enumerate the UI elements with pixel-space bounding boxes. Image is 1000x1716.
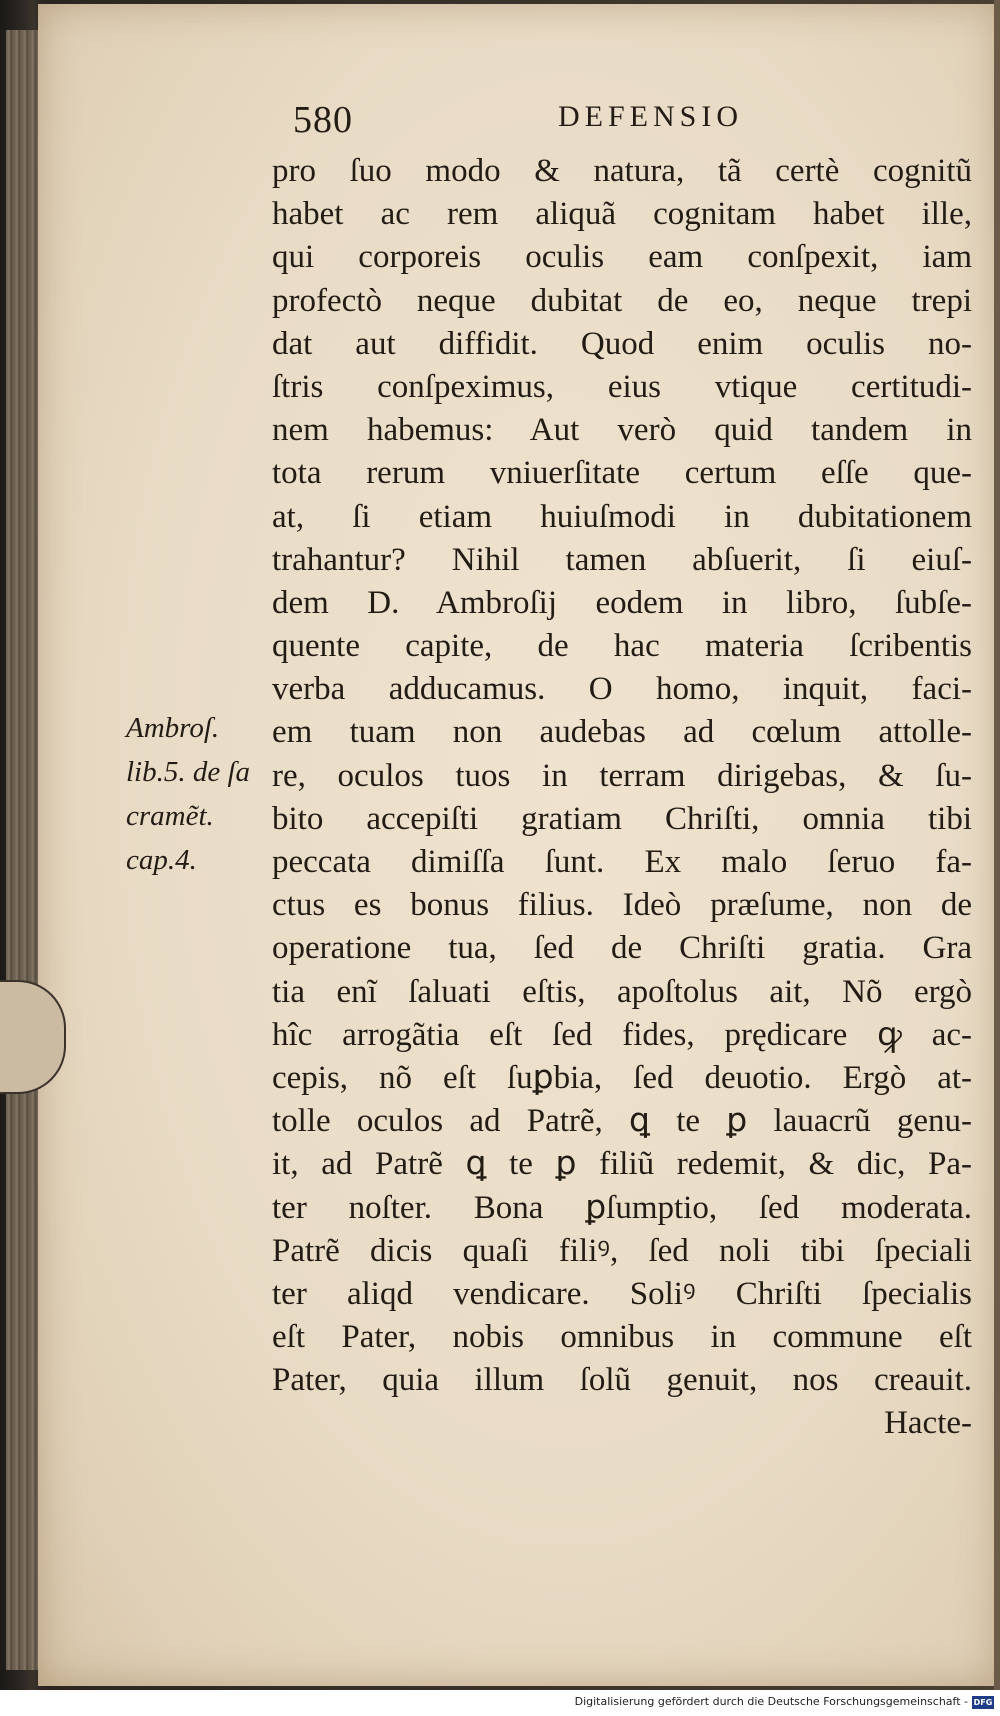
text-line: dat aut diffidit. Quod enim oculis no- (272, 325, 972, 362)
text-line: re, oculos tuos in terram dirigebas, & ſu- (272, 757, 972, 794)
text-line: quente capite, de hac materia ſcribentis (272, 628, 972, 665)
text-line: ter noſter. Bona ꝑſumptio, ſed moderata. (272, 1189, 972, 1226)
text-line: operatione tua, ſed de Chriſti gratia. Gra (272, 930, 972, 967)
text-line: tia enĩ ſaluati eſtis, apoſtolus ait, Nõ ergò (272, 973, 972, 1010)
marginal-note-line: cap.4. (126, 844, 197, 876)
text-line: Pater, quia illum ſolũ genuit, nos creauit. (272, 1362, 972, 1399)
text-line: dem D. Ambroſij eodem in libro, ſubſe- (272, 584, 972, 621)
funding-credit: Digitalisierung gefördert durch die Deutsche Forschungsgemeinschaft - (574, 1695, 968, 1708)
text-line: nem habemus: Aut verò quid tandem in (272, 412, 972, 449)
text-line: em tuam non audebas ad cœlum attolle- (272, 714, 972, 751)
dfg-logo: DFG (973, 1698, 993, 1707)
text-line: ctus es bonus filius. Ideò præſume, non de (272, 887, 972, 924)
marginal-note-line: cramẽt. (126, 800, 214, 832)
text-line: qui corporeis oculis eam conſpexit, iam (272, 239, 972, 276)
text-line: trahantur? Nihil tamen abſuerit, ſi eiuſ- (272, 541, 972, 578)
text-line: peccata dimiſſa ſunt. Ex malo ſeruo fa- (272, 844, 972, 880)
text-line: ſtris conſpeximus, eius vtique certitudi- (272, 368, 972, 405)
text-line: tota rerum vniuerſitate certum eſſe que- (272, 455, 972, 492)
marginal-note (126, 706, 276, 882)
marginal-note-line: Ambroſ. (126, 712, 220, 744)
text-line: profectò neque dubitat de eo, neque trepi (272, 282, 972, 319)
page-right-edge (994, 0, 1000, 1690)
text-line: cepis, nõ eſt ſuꝑbia, ſed deuotio. Ergò at- (272, 1059, 972, 1096)
text-line: Patrẽ dicis quaſi filiꝰ, ſed noli tibi ſpeciali (272, 1232, 972, 1269)
digitization-footer (0, 1690, 1000, 1716)
body-text (272, 150, 972, 1446)
catchword: Hacte- (884, 1405, 972, 1442)
marginal-note-line: lib.5. de ſa (126, 756, 251, 788)
text-line: ter aliqd vendicare. Soliꝰ Chriſti ſpecialis (272, 1275, 972, 1312)
text-line: it, ad Patrẽ ꝗ te ꝑ filiũ redemit, & dic, Pa- (272, 1146, 972, 1183)
text-line: eſt Pater, nobis omnibus in commune eſt (272, 1319, 972, 1356)
text-line: pro ſuo modo & natura, tã certè cognitũ (272, 153, 972, 189)
text-line: tolle oculos ad Patrẽ, ꝗ te ꝑ lauacrũ genu- (272, 1103, 972, 1140)
text-line: bito accepiſti gratiam Chriſti, omnia tibi (272, 800, 972, 837)
running-title: DEFENSIO (558, 100, 744, 133)
text-line: habet ac rem aliquã cognitam habet ille, (272, 196, 972, 233)
running-head (293, 98, 993, 142)
text-line: at, ſi etiam huiuſmodi in dubitationem (272, 498, 972, 535)
text-line: hîc arrogãtia eſt ſed fides, prędicare ꝙ ac- (272, 1016, 972, 1053)
page-number: 580 (293, 99, 353, 141)
book-edge (6, 30, 38, 1670)
text-line: verba adducamus. O homo, inquit, faci- (272, 671, 972, 708)
